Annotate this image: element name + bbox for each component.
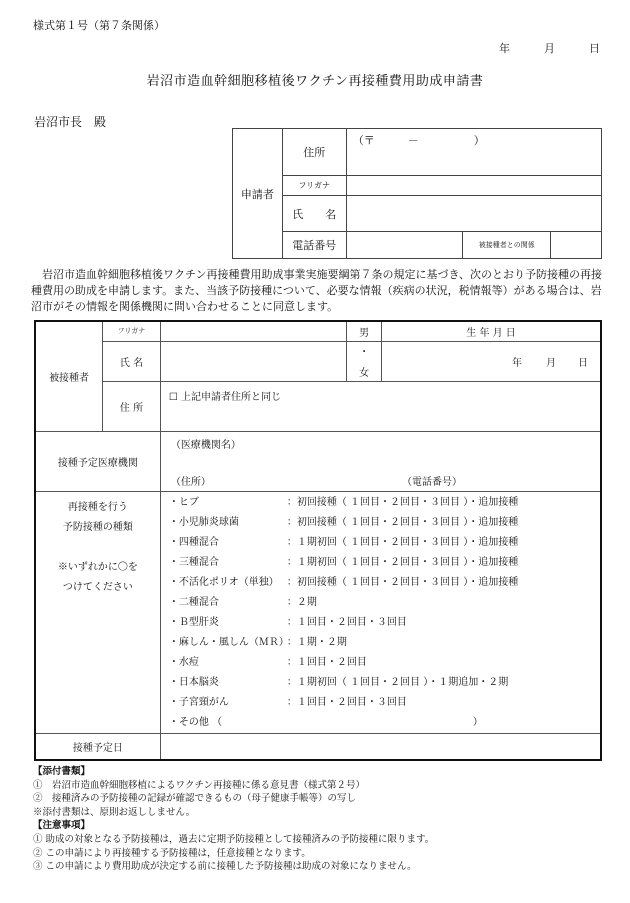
dob-year: 年 (512, 357, 522, 369)
applicant-phone-field[interactable] (346, 232, 463, 259)
vaccine-item[interactable]: ・四種混合 ：１期初回（ １回目・２回目・３回目 ）・追加接種 (168, 536, 519, 548)
attachment-line: ② 接種済みの予防接種の記録が確認できるもの（母子健康手帳等）の写し (33, 793, 357, 805)
vaccine-item[interactable]: ・水痘 ：１回目・２回目 (168, 656, 367, 668)
addressee: 岩沼市長 殿 (34, 115, 107, 129)
vaccine-item[interactable]: ・小児肺炎球菌 ：初回接種（ １回目・２回目・３回目 ）・追加接種 (168, 516, 519, 528)
applicant-furigana-label: フリガナ (282, 176, 346, 196)
applicant-name-field[interactable] (346, 196, 601, 232)
dob-label: 生 年 月 日 (382, 321, 601, 341)
sex-selector[interactable] (347, 341, 382, 381)
vaccine-label-line1: 再接種を行う (67, 501, 128, 513)
applicant-furigana-field[interactable] (346, 176, 601, 196)
vaccine-item[interactable]: ・麻しん・風しん（ＭＲ）：１期・２期 (168, 636, 347, 648)
attachment-line: ① 岩沼市造血幹細胞移植によるワクチン再接種に係る意見書（様式第２号） (33, 779, 366, 791)
same-address-checkbox[interactable]: ☐ 上記申請者住所と同じ (168, 391, 281, 403)
postal-code: （〒 － ） (352, 134, 485, 147)
applicant-phone-label: 電話番号 (282, 232, 346, 259)
recipient-label: 被接種者 (35, 321, 103, 431)
facility-address-label: （住所） (170, 476, 211, 488)
facility-label: 接種予定医療機関 (35, 431, 160, 491)
relation-label: 被接種者との関係 (463, 232, 551, 259)
sex-female[interactable]: 女 (359, 368, 370, 379)
facility-phone-label: （電話番号） (402, 476, 463, 488)
document-title: 岩沼市造血幹細胞移植後ワクチン再接種費用助成申請書 (146, 74, 484, 89)
attachment-note: ※添付書類は、原則お返ししません。 (33, 806, 196, 818)
notes-title: 【注意事項】 (33, 820, 91, 832)
relation-field[interactable] (551, 232, 602, 259)
vaccine-item[interactable]: ・二種混合 ：２期 (168, 596, 317, 608)
note-line: ② この申請により再接種する予防接種は，任意接種となります。 (33, 847, 311, 859)
vaccine-item[interactable]: ・三種混合 ：１期初回（ １回目・２回目・３回目 ）・追加接種 (168, 556, 519, 568)
applicant-name-label: 氏 名 (282, 196, 346, 232)
vaccine-item[interactable]: ・子宮頸がん ：１回目・２回目・３回目 (168, 696, 407, 708)
applicant-address-label: 住所 (282, 129, 346, 176)
vaccine-item[interactable]: ・日本脳炎 ：１期初回（ １回目・２回目 ）・１期追加・２期 (168, 676, 509, 688)
recipient-address-label: 住 所 (103, 381, 161, 431)
applicant-table (232, 128, 602, 259)
recipient-furigana-field[interactable] (160, 321, 346, 341)
date-month: 月 (544, 42, 555, 55)
facility-name-label: （医療機関名） (170, 439, 241, 451)
recipient-table (34, 320, 602, 761)
sex-male[interactable]: 男 (347, 321, 382, 341)
sex-separator: ・ (359, 347, 370, 358)
applicant-label: 申請者 (233, 129, 283, 259)
date-year: 年 (499, 42, 510, 55)
vaccine-type-label (35, 491, 160, 733)
applicant-address-field[interactable] (346, 129, 601, 176)
dob-day: 日 (578, 357, 588, 369)
declaration-text: 岩沼市造血幹細胞移植後ワクチン再接種費用助成事業実施要綱第７条の規定に基づき、次のとおり予防接種の再接種費用の助成を申請します。また、当該予防接種について、必要な情報（疾病の状況，税情報等）がある場合は、岩沼市がその情報を関係機関に問い合わせることに同意します。 (31, 268, 603, 313)
vaccine-item-other[interactable]: ・その他 （ ） (168, 716, 483, 728)
application-date (465, 40, 600, 56)
note-line: ③ この申請により費用助成が決定する前に接種した予防接種は助成の対象になりません。 (33, 861, 417, 873)
recipient-name-field[interactable] (160, 341, 346, 381)
recipient-address-field[interactable] (160, 381, 601, 431)
note-line: ① 助成の対象となる予防接種は，過去に定期予防接種として接種済みの予防接種に限ります。 (33, 833, 435, 845)
scheduled-date-label: 接種予定日 (35, 733, 160, 760)
vaccine-item[interactable]: ・Ｂ型肝炎 ：１回目・２回目・３回目 (168, 616, 407, 628)
vaccine-label-line2: 予防接種の種類 (62, 521, 133, 533)
attachments-title: 【添付書類】 (33, 766, 91, 777)
vaccine-note-line1: ※いずれかに〇を (57, 561, 138, 573)
notes-section (33, 765, 613, 874)
vaccine-item[interactable]: ・不活化ポリオ（単独） ：初回接種（ １回目・２回目・３回目 ）・追加接種 (168, 576, 519, 588)
recipient-furigana-label: フリガナ (103, 321, 161, 341)
dob-field[interactable] (382, 341, 601, 381)
vaccine-item[interactable]: ・ヒブ ：初回接種（ １回目・２回目・３回目 ）・追加接種 (168, 496, 519, 508)
vaccine-note-line2: つけてください (62, 581, 133, 593)
date-day: 日 (589, 42, 600, 55)
recipient-name-label: 氏 名 (103, 341, 161, 381)
form-number: 様式第１号（第７条関係） (33, 19, 165, 32)
facility-field[interactable] (160, 431, 601, 491)
dob-month: 月 (546, 357, 556, 369)
vaccine-list[interactable] (160, 491, 601, 733)
scheduled-date-field[interactable] (160, 733, 601, 760)
